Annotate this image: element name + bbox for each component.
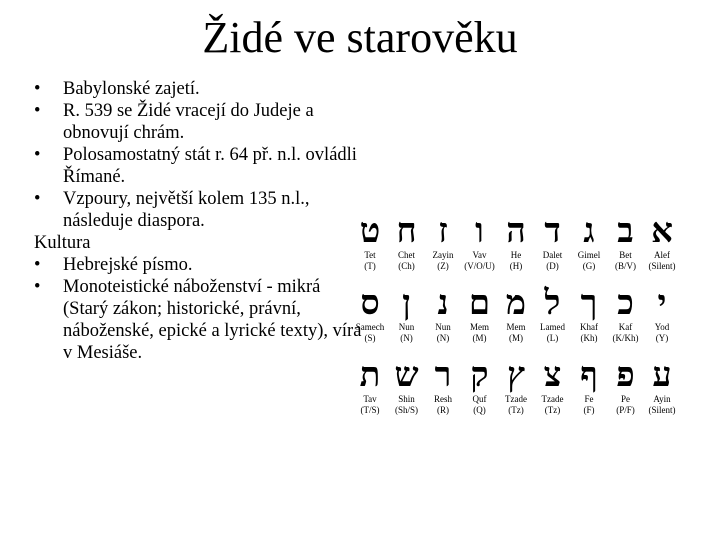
letter-name: Tav: [363, 394, 377, 404]
section-heading: Kultura: [34, 233, 91, 253]
letter-glyph: ו: [475, 211, 484, 251]
letter-transliteration: (Kh): [580, 333, 598, 343]
bullet-dot-icon: •: [34, 79, 41, 99]
bullet-item: [34, 254, 364, 276]
letter-glyph: א: [651, 211, 673, 251]
letter-glyph: ח: [396, 211, 417, 251]
letter-name: Tzade: [541, 394, 564, 404]
letter-cell: [645, 212, 679, 272]
letter-transliteration: (T): [364, 261, 376, 271]
bullet-text: Babylonské zajetí.: [63, 79, 200, 99]
letter-name: Gimel: [577, 250, 601, 260]
letter-transliteration: (M): [509, 333, 523, 343]
bullet-item: [34, 276, 364, 364]
bullet-text: Monoteistické náboženství - mikrá (Starý zákon; historické, právní, náboženské, epické a lyrické texty), víra v Mesiáše.: [63, 277, 362, 363]
letter-cell: [353, 284, 387, 344]
alphabet-row: [357, 356, 679, 426]
letter-transliteration: (G): [582, 261, 596, 271]
bullet-dot-icon: •: [34, 189, 41, 209]
letter-name: Tet: [364, 250, 376, 260]
letter-cell: [426, 212, 460, 272]
letter-glyph: ת: [359, 355, 381, 395]
letter-cell: [390, 212, 424, 272]
letter-transliteration: (N): [400, 333, 413, 343]
letter-glyph: ל: [544, 283, 561, 323]
letter-cell: [536, 356, 570, 416]
letter-transliteration: (B/V): [615, 261, 636, 271]
letter-cell: [463, 284, 497, 344]
letter-cell: [609, 284, 643, 344]
letter-cell: [645, 284, 679, 344]
letter-name: Dalet: [542, 250, 563, 260]
letter-transliteration: (H): [509, 261, 523, 271]
letter-transliteration: (N): [436, 333, 450, 343]
slide-content: [34, 78, 364, 364]
letter-name: Zayin: [432, 250, 454, 260]
letter-transliteration: (R): [437, 405, 449, 415]
letter-name: Bet: [619, 250, 632, 260]
letter-glyph: ש: [394, 355, 419, 395]
bullet-item: [34, 188, 364, 232]
letter-name: Vav: [472, 250, 487, 260]
letter-cell: [572, 356, 606, 416]
letter-name: Mem: [506, 322, 526, 332]
letter-name: Samech: [355, 322, 385, 332]
letter-glyph: ק: [470, 355, 489, 395]
letter-cell: [426, 284, 460, 344]
letter-glyph: כ: [617, 283, 634, 323]
letter-cell: [499, 284, 533, 344]
bullet-dot-icon: •: [34, 145, 41, 165]
letter-glyph: צ: [543, 355, 562, 395]
letter-name: Mem: [470, 322, 489, 332]
bullet-item: [34, 100, 364, 144]
letter-cell: [572, 212, 606, 272]
alphabet-row: [357, 212, 679, 282]
letter-name: Fe: [584, 394, 594, 404]
letter-cell: [499, 212, 533, 272]
letter-transliteration: (Ch): [398, 261, 415, 271]
bullet-dot-icon: •: [34, 101, 41, 121]
letter-transliteration: (Z): [437, 261, 449, 271]
letter-transliteration: (V/O/U): [464, 261, 495, 271]
letter-glyph: ץ: [507, 355, 525, 395]
bullet-text: R. 539 se Židé vracejí do Judeje a obnovují chrám.: [63, 101, 314, 143]
letter-name: He: [510, 250, 522, 260]
letter-name: Lamed: [540, 322, 565, 332]
letter-glyph: פ: [616, 355, 635, 395]
letter-glyph: ט: [359, 211, 381, 251]
letter-name: Pe: [621, 394, 630, 404]
letter-name: Khaf: [580, 322, 598, 332]
letter-transliteration: (T/S): [360, 405, 380, 415]
letter-glyph: ד: [544, 211, 561, 251]
letter-transliteration: (Sh/S): [394, 405, 418, 415]
bullet-dot-icon: •: [34, 277, 41, 297]
letter-cell: [390, 356, 424, 416]
letter-name: Alef: [654, 250, 670, 260]
letter-cell: [426, 356, 460, 416]
letter-glyph: י: [657, 283, 667, 323]
letter-name: Shin: [398, 394, 415, 404]
letter-cell: [353, 212, 387, 272]
letter-glyph: ב: [617, 211, 634, 251]
letter-name: Nun: [435, 322, 451, 332]
letter-glyph: ג: [583, 211, 595, 251]
bullet-item: [34, 144, 364, 188]
letter-cell: [609, 212, 643, 272]
letter-glyph: ן: [402, 283, 411, 323]
letter-cell: [536, 284, 570, 344]
letter-transliteration: (Silent): [648, 261, 676, 271]
letter-cell: [609, 356, 643, 416]
bullet-text: Polosamostatný stát r. 64 př. n.l. ovládli Římané.: [63, 145, 357, 187]
letter-name: Kaf: [618, 322, 633, 332]
letter-cell: [463, 212, 497, 272]
alphabet-row: [357, 284, 679, 354]
letter-cell: [390, 284, 424, 344]
bullet-dot-icon: •: [34, 255, 41, 275]
letter-transliteration: (Y): [655, 333, 669, 343]
letter-glyph: ף: [580, 355, 598, 395]
letter-cell: [353, 356, 387, 416]
letter-glyph: ך: [580, 283, 598, 323]
bullet-text: Vzpoury, největší kolem 135 n.l., následuje diaspora.: [63, 189, 310, 231]
letter-transliteration: (Q): [473, 405, 486, 415]
letter-glyph: ה: [506, 211, 526, 251]
letter-name: Quf: [472, 394, 487, 404]
letter-transliteration: (Silent): [648, 405, 676, 415]
letter-cell: [463, 356, 497, 416]
letter-transliteration: (Tz): [544, 405, 561, 415]
letter-glyph: ז: [438, 211, 448, 251]
letter-cell: [536, 212, 570, 272]
letter-transliteration: (K/Kh): [612, 333, 639, 343]
letter-transliteration: (S): [364, 333, 376, 343]
page-title: Židé ve starověku: [202, 13, 518, 62]
letter-name: Tzade: [505, 394, 527, 404]
letter-transliteration: (F): [583, 405, 595, 415]
hebrew-alphabet-chart: [357, 212, 679, 422]
letter-transliteration: (L): [546, 333, 559, 343]
letter-transliteration: (Tz): [508, 405, 524, 415]
letter-cell: [645, 356, 679, 416]
letter-transliteration: (P/F): [616, 405, 635, 415]
letter-name: Yod: [654, 322, 670, 332]
letter-glyph: מ: [505, 283, 527, 323]
letter-cell: [499, 356, 533, 416]
letter-cell: [572, 284, 606, 344]
letter-name: Resh: [434, 394, 452, 404]
bullet-item: [34, 78, 364, 100]
letter-glyph: ס: [360, 283, 380, 323]
bullet-text: Hebrejské písmo.: [63, 255, 193, 275]
letter-name: Nun: [398, 322, 415, 332]
letter-transliteration: (M): [472, 333, 487, 343]
letter-glyph: נ: [437, 283, 449, 323]
letter-glyph: ע: [652, 355, 672, 395]
letter-glyph: ם: [468, 283, 491, 323]
letter-name: Chet: [398, 250, 415, 260]
letter-glyph: ר: [434, 355, 452, 395]
letter-name: Ayin: [653, 394, 671, 404]
letter-transliteration: (D): [546, 261, 559, 271]
